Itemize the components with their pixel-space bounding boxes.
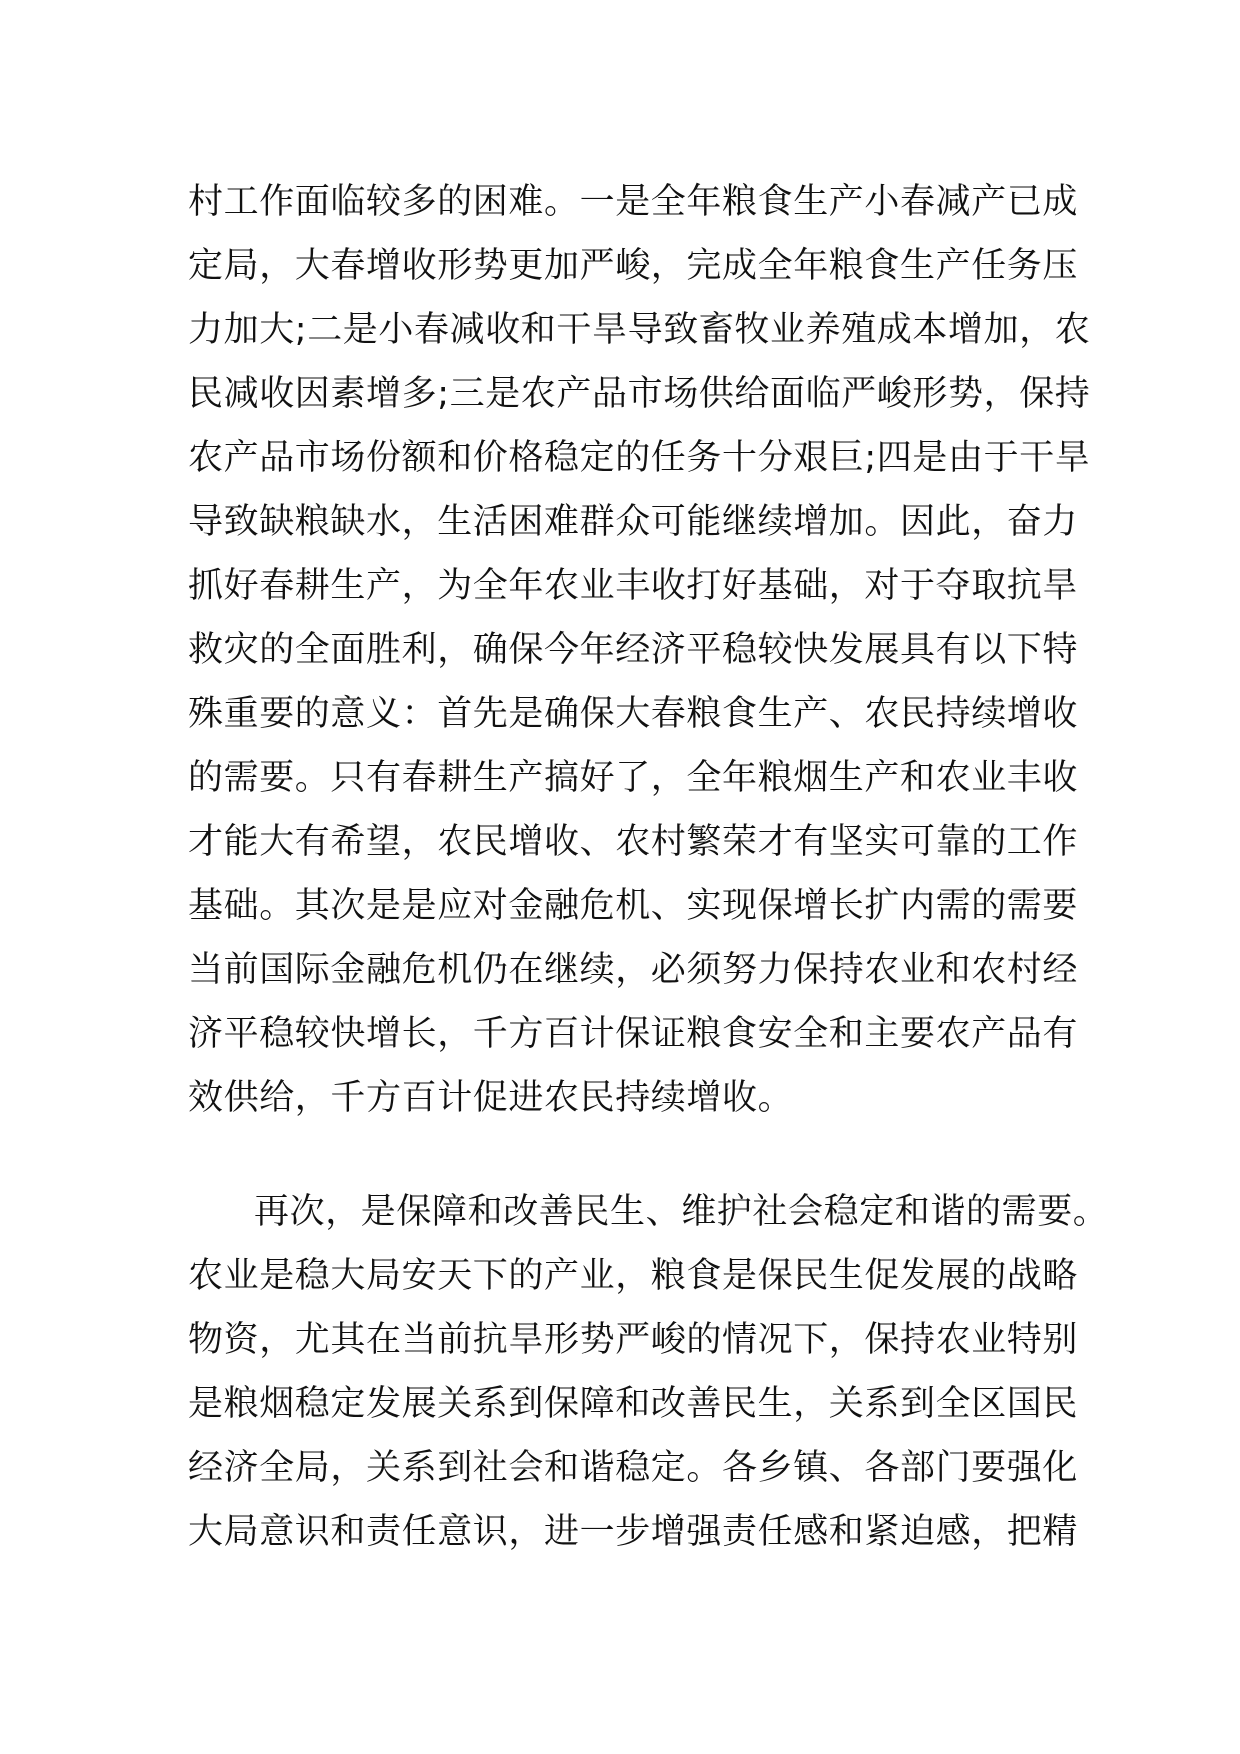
paragraph-1 <box>188 170 1091 1130</box>
text-line-indented: 再次，是保障和改善民生、维护社会稳定和谐的需要。 <box>254 1192 1109 1232</box>
text-line: 的需要。只有春耕生产搞好了，全年粮烟生产和农业丰收 <box>188 758 1079 798</box>
text-line: 是粮烟稳定发展关系到保障和改善民生，关系到全区国民 <box>188 1384 1079 1424</box>
text-line: 物资，尤其在当前抗旱形势严峻的情况下，保持农业特别 <box>188 1320 1079 1360</box>
text-line: 经济全局，关系到社会和谐稳定。各乡镇、各部门要强化 <box>188 1448 1079 1488</box>
text-line: 效供给，千方百计促进农民持续增收。 <box>188 1078 794 1118</box>
text-line: 才能大有希望，农民增收、农村繁荣才有坚实可靠的工作 <box>188 822 1079 862</box>
paragraph-2 <box>188 1180 1109 1564</box>
text-line: 基础。其次是是应对金融危机、实现保增长扩内需的需要 <box>188 886 1079 926</box>
text-line: 农业是稳大局安天下的产业，粮食是保民生促发展的战略 <box>188 1256 1079 1296</box>
text-line: 抓好春耕生产，为全年农业丰收打好基础，对于夺取抗旱 <box>188 566 1079 606</box>
text-line: 大局意识和责任意识，进一步增强责任感和紧迫感，把精 <box>188 1512 1079 1552</box>
text-line: 救灾的全面胜利，确保今年经济平稳较快发展具有以下特 <box>188 630 1079 670</box>
text-line: 当前国际金融危机仍在继续，必须努力保持农业和农村经 <box>188 950 1079 990</box>
text-line: 力加大;二是小春减收和干旱导致畜牧业养殖成本增加，农 <box>188 310 1091 350</box>
text-line: 定局，大春增收形势更加严峻，完成全年粮食生产任务压 <box>188 246 1079 286</box>
text-line: 民减收因素增多;三是农产品市场供给面临严峻形势，保持 <box>188 374 1091 414</box>
text-line: 村工作面临较多的困难。一是全年粮食生产小春减产已成 <box>188 182 1079 222</box>
text-line: 导致缺粮缺水，生活困难群众可能继续增加。因此，奋力 <box>188 502 1079 542</box>
text-line: 殊重要的意义：首先是确保大春粮食生产、农民持续增收 <box>188 694 1079 734</box>
text-line: 济平稳较快增长，千方百计保证粮食安全和主要农产品有 <box>188 1014 1079 1054</box>
text-line: 农产品市场份额和价格稳定的任务十分艰巨;四是由于干旱 <box>188 438 1091 478</box>
